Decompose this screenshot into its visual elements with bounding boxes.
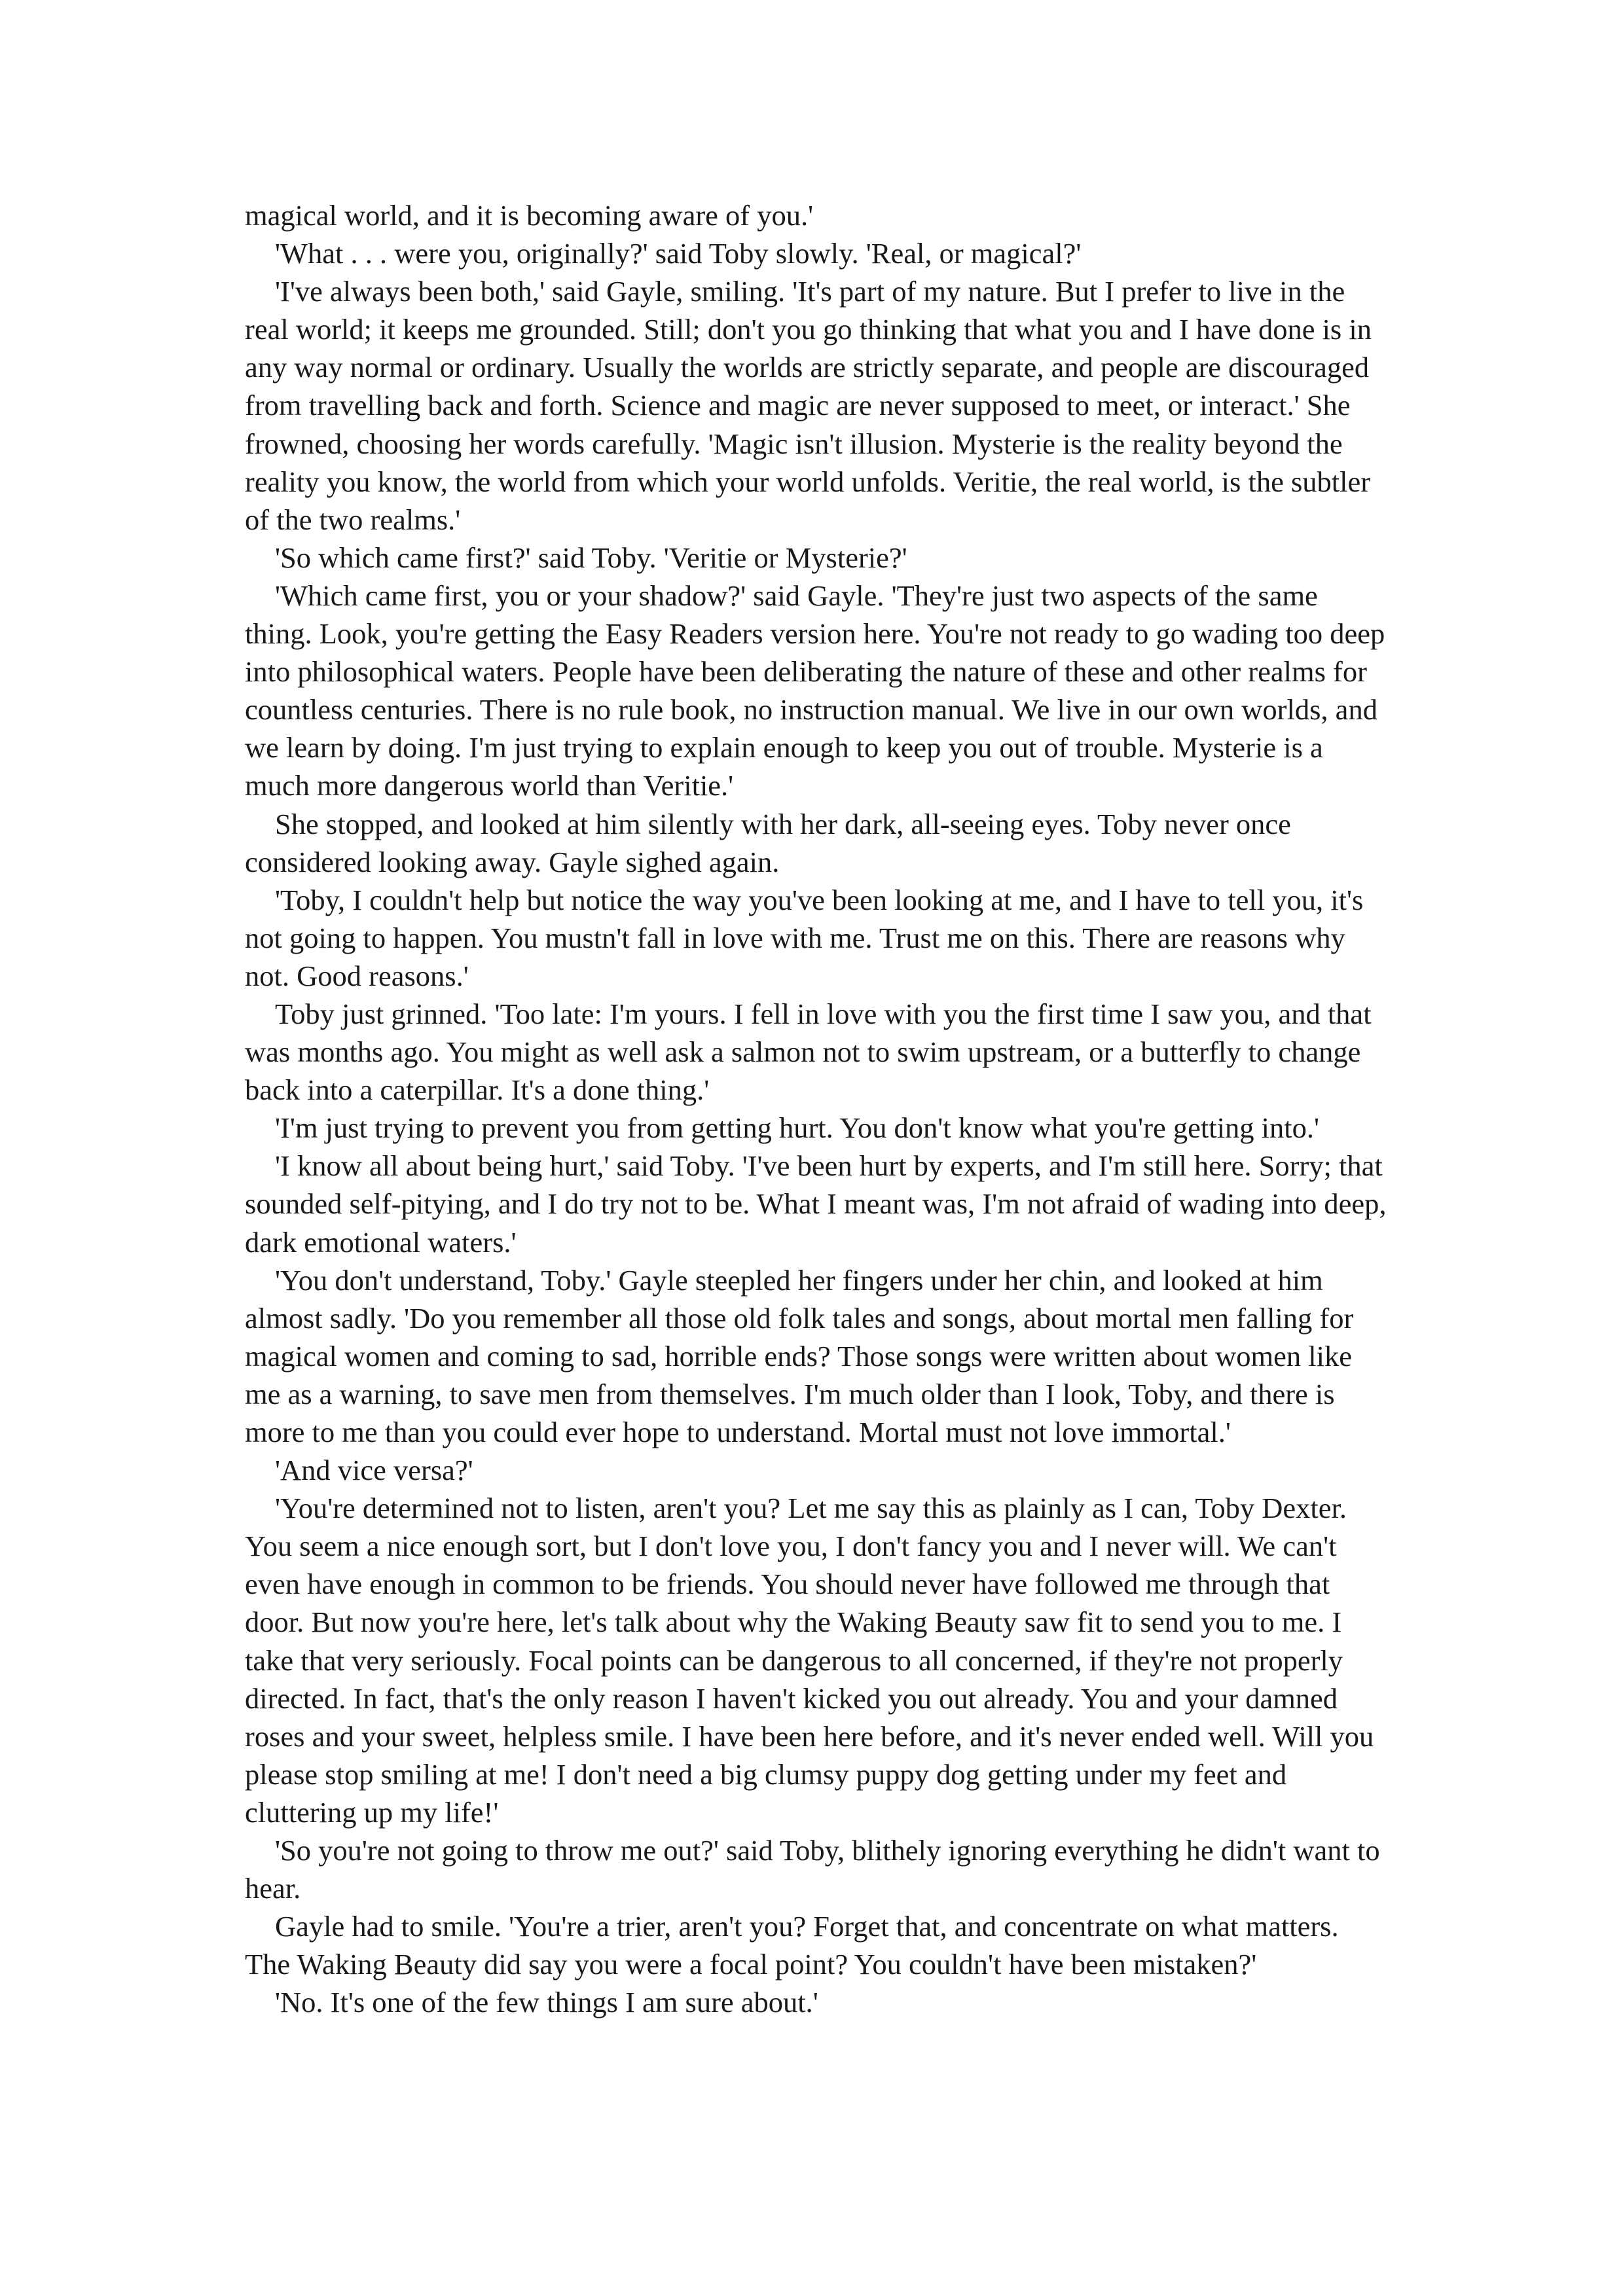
paragraph-13: 'You're determined not to listen, aren't you? Let me say this as plainly as I can, Toby Dexter. You seem a nice enough sort, but I don't love you, I don't fancy you and I never will. We can't even have enough in common to be friends. You should never have followed me through that door. But now you're here, let's talk about why the Waking Beauty saw fit to send you to me. I take that very seriously. Focal points can be dangerous to all concerned, if they're not properly directed. In fact, that's the only reason I haven't kicked you out already. You and your damned roses and your sweet, helpless smile. I have been here before, and it's never ended well. Will you please stop smiling at me! I don't need a big clumsy puppy dog getting under my feet and cluttering up my life!': [245, 1492, 1374, 1829]
paragraph-10: 'I know all about being hurt,' said Toby. 'I've been hurt by experts, and I'm still here. Sorry; that sounded self-pitying, and I do try not to be. What I meant was, I'm not afraid of wading into deep, dark emotional waters.': [245, 1149, 1387, 1259]
paragraph-6: She stopped, and looked at him silently with her dark, all-seeing eyes. Toby never once considered looking away. Gayle sighed again.: [245, 807, 1291, 878]
paragraph-3: 'I've always been both,' said Gayle, smiling. 'It's part of my nature. But I prefer to live in the real world; it keeps me grounded. Still; don't you go thinking that what you and I have done is in any way normal or ordinary. Usually the worlds are strictly separate, and people are discouraged from travelling back and forth. Science and magic are never supposed to meet, or interact.' She frowned, choosing her words carefully. 'Magic isn't illusion. Mysterie is the reality beyond the reality you know, the world from which your world unfolds. Veritie, the real world, is the subtler of the two realms.': [245, 275, 1372, 536]
book-page-text: [245, 196, 1391, 2022]
paragraph-14: 'So you're not going to throw me out?' said Toby, blithely ignoring everything he didn't want to hear.: [245, 1834, 1380, 1905]
paragraph-1: magical world, and it is becoming aware of you.': [245, 199, 814, 232]
paragraph-8: Toby just grinned. 'Too late: I'm yours. I fell in love with you the first time I saw you, and that was months ago. You might as well ask a salmon not to swim upstream, or a butterfly to change back into a caterpillar. It's a done thing.': [245, 997, 1372, 1107]
paragraph-7: 'Toby, I couldn't help but notice the way you've been looking at me, and I have to tell you, it's not going to happen. You mustn't fall in love with me. Trust me on this. There are reasons why not. Good reasons.': [245, 883, 1364, 992]
paragraph-9: 'I'm just trying to prevent you from getting hurt. You don't know what you're getting into.': [275, 1111, 1319, 1145]
paragraph-11: 'You don't understand, Toby.' Gayle steepled her fingers under her chin, and looked at him almost sadly. 'Do you remember all those old folk tales and songs, about mortal men falling for magical women and coming to sad, horrible ends? Those songs were written about women like me as a warning, to save men from themselves. I'm much older than I look, Toby, and there is more to me than you could ever hope to understand. Mortal must not love immortal.': [245, 1263, 1354, 1448]
paragraph-15: Gayle had to smile. 'You're a trier, aren't you? Forget that, and concentrate on what matters. The Waking Beauty did say you were a focal point? You couldn't have been mistaken?': [245, 1910, 1339, 1981]
paragraph-4: 'So which came first?' said Toby. 'Veritie or Mysterie?': [275, 541, 907, 574]
paragraph-16: 'No. It's one of the few things I am sure about.': [275, 1986, 818, 2019]
paragraph-12: 'And vice versa?': [275, 1454, 473, 1487]
paragraph-2: 'What . . . were you, originally?' said Toby slowly. 'Real, or magical?': [275, 237, 1082, 270]
paragraph-5: 'Which came first, you or your shadow?' said Gayle. 'They're just two aspects of the same thing. Look, you're getting the Easy Readers version here. You're not ready to go wading too deep into philosophical waters. People have been deliberating the nature of these and other realms for countless centuries. There is no rule book, no instruction manual. We live in our own worlds, and we learn by doing. I'm just trying to explain enough to keep you out of trouble. Mysterie is a much more dangerous world than Veritie.': [245, 579, 1385, 802]
